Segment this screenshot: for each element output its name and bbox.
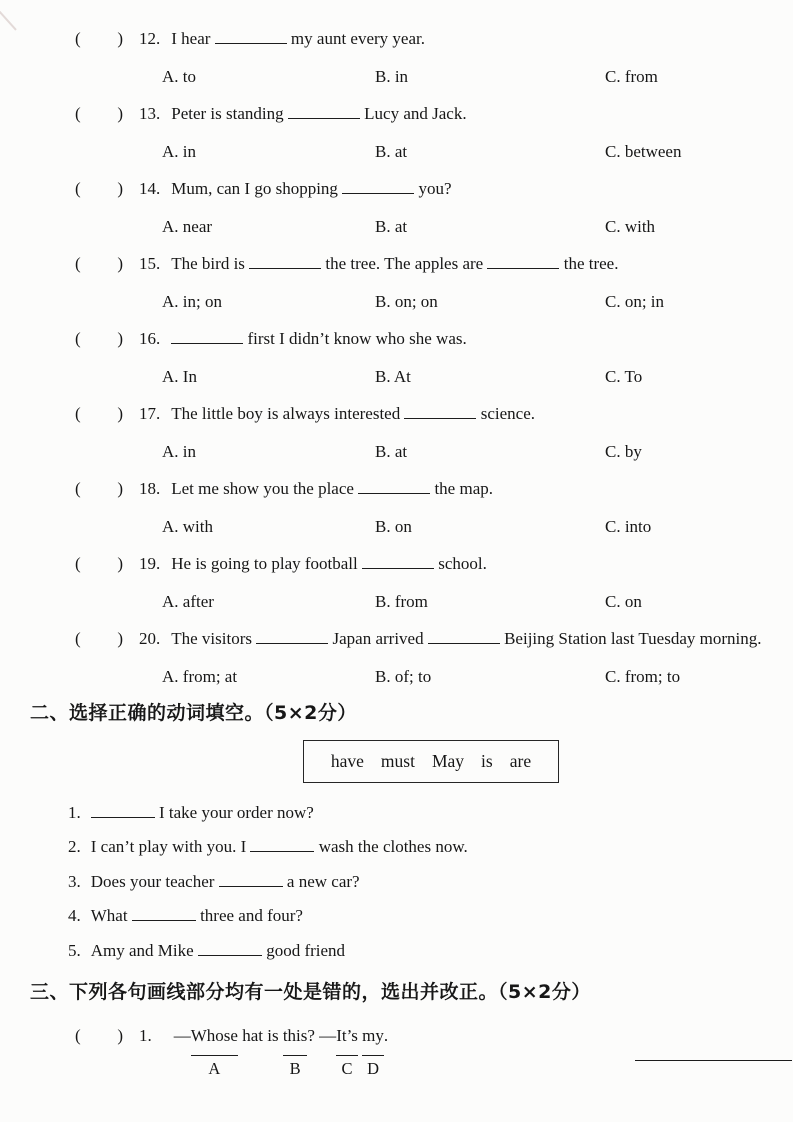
option-label: A. In	[162, 366, 197, 386]
paren-close: )	[117, 254, 123, 273]
question-stem: I hear my aunt every year.	[171, 29, 425, 48]
options-row	[0, 358, 793, 396]
underlined-word: Whose A	[191, 1017, 238, 1056]
paren-close: )	[117, 404, 123, 423]
question-block	[0, 170, 793, 245]
question-stem: What three and four?	[90, 906, 303, 926]
question-number: 5.	[68, 940, 81, 960]
answer-blank	[249, 254, 321, 269]
option-label: C. into	[605, 516, 652, 536]
paren-open: (	[75, 254, 81, 273]
paren-close: )	[117, 1026, 123, 1046]
paren-close: )	[117, 554, 123, 573]
underlined-word: my D	[362, 1017, 384, 1056]
option-label: C. from; to	[605, 666, 681, 686]
options-row	[0, 583, 793, 621]
option-label: B. at	[375, 216, 408, 236]
question-number: 1.	[139, 1026, 152, 1046]
option-label: A. with	[162, 516, 213, 536]
word-bank-word: are	[509, 751, 532, 771]
paren-close: )	[117, 629, 123, 648]
question-stem: I take your order now?	[91, 803, 314, 822]
question-line	[0, 320, 793, 358]
answer-blank	[132, 906, 196, 921]
word-bank-word: have	[330, 751, 364, 771]
question-number: 1.	[68, 803, 81, 822]
question-block	[0, 245, 793, 320]
answer-blank	[171, 329, 243, 344]
options-row	[0, 58, 793, 96]
question-stem: Peter is standing Lucy and Jack.	[171, 104, 467, 123]
answer-bracket	[75, 95, 123, 133]
word-bank-box	[303, 740, 559, 783]
question-stem: He is going to play football school.	[171, 554, 487, 573]
question-number: 20.	[139, 629, 161, 648]
question-number: 3.	[68, 871, 81, 891]
section3-heading: 三、下列各句画线部分均有一处是错的，选出并改正。（5×2分）	[30, 981, 591, 1004]
option-label: A. to	[162, 66, 196, 86]
option-label: C. on	[605, 591, 642, 611]
option-label: B. in	[375, 66, 409, 86]
fill-in-item	[0, 830, 793, 864]
answer-bracket	[75, 470, 123, 508]
paren-close: )	[117, 479, 123, 498]
error-correction-sentence: —Whose A hat is this B ? —It’s C my D .	[174, 1026, 388, 1045]
choice-letter: D	[367, 1059, 379, 1079]
paren-open: (	[75, 29, 81, 48]
paren-open: (	[75, 629, 81, 648]
word-bank-word: must	[380, 751, 415, 771]
question-line	[0, 545, 793, 583]
question-line	[0, 395, 793, 433]
answer-bracket	[75, 1017, 123, 1054]
question-stem: first I didn’t know who she was.	[171, 320, 765, 358]
paren-open: (	[75, 554, 81, 573]
question-stem: The bird is the tree. The apples are the tree.	[171, 254, 619, 273]
question-block	[0, 320, 793, 395]
options-row	[0, 208, 793, 246]
question-line	[0, 620, 793, 658]
section2-items	[0, 796, 793, 968]
options-row	[0, 133, 793, 171]
paren-open: (	[75, 179, 81, 198]
option-label: B. on	[375, 516, 412, 536]
option-label: C. To	[605, 366, 643, 386]
paren-close: )	[117, 179, 123, 198]
question-line	[0, 95, 793, 133]
question-block	[0, 20, 793, 95]
option-label: A. in	[162, 441, 196, 461]
option-label: C. between	[605, 141, 682, 161]
question-number: 2.	[68, 837, 81, 857]
answer-blank	[342, 179, 414, 194]
question-stem: Let me show you the place the map.	[171, 479, 493, 498]
option-label: B. at	[375, 141, 408, 161]
option-label: A. near	[162, 216, 213, 236]
options-row	[0, 508, 793, 546]
answer-blank	[215, 29, 287, 44]
fill-in-item	[0, 796, 793, 830]
option-label: B. at	[375, 441, 408, 461]
answer-blank	[487, 254, 559, 269]
question-line	[0, 470, 793, 508]
answer-blank	[91, 803, 155, 818]
fill-in-item	[0, 865, 793, 899]
question-block	[0, 620, 793, 695]
paren-close: )	[117, 29, 123, 48]
answer-bracket	[75, 20, 123, 58]
question-stem: Mum, can I go shopping you?	[171, 179, 452, 198]
answer-blank	[198, 940, 262, 955]
options-row	[0, 433, 793, 471]
answer-bracket	[75, 620, 123, 658]
answer-blank	[288, 104, 360, 119]
option-label: B. At	[375, 366, 411, 386]
paren-close: )	[117, 329, 123, 348]
paren-open: (	[75, 404, 81, 423]
question-block	[0, 95, 793, 170]
paren-open: (	[75, 479, 81, 498]
answer-blank	[428, 629, 500, 644]
question-stem: Does your teacher a new car?	[90, 871, 360, 891]
option-label: A. after	[162, 591, 214, 611]
choice-letter: B	[289, 1059, 301, 1079]
answer-blank	[250, 837, 314, 852]
question-line	[0, 245, 793, 283]
question-number: 18.	[139, 479, 161, 498]
paren-open: (	[75, 329, 81, 348]
question-line	[0, 20, 793, 58]
answer-bracket	[75, 245, 123, 283]
correction-answer-line	[635, 1060, 792, 1061]
option-label: C. with	[605, 216, 656, 236]
choice-letter: A	[208, 1059, 221, 1079]
question-block	[0, 545, 793, 620]
question-number: 4.	[68, 906, 81, 926]
question-block	[0, 470, 793, 545]
fill-in-item	[0, 934, 793, 968]
question-stem: The little boy is always interested science.	[171, 404, 535, 423]
question-stem: I can’t play with you. I wash the clothes now.	[90, 837, 468, 857]
question-number: 17.	[139, 404, 161, 423]
question-stem: The visitors Japan arrived Beijing Station last Tuesday morning.	[171, 629, 762, 648]
question-number: 12.	[139, 29, 161, 48]
answer-blank	[358, 479, 430, 494]
answer-bracket	[75, 395, 123, 433]
answer-bracket	[75, 170, 123, 208]
option-label: A. in	[162, 141, 196, 161]
section2-heading: 二、选择正确的动词填空。（5×2分）	[30, 702, 357, 724]
question-number: 16.	[139, 329, 161, 348]
answer-blank	[219, 872, 283, 887]
word-bank-word: is	[481, 751, 493, 771]
choice-letter: C	[341, 1059, 353, 1079]
answer-bracket	[75, 545, 123, 583]
question-number: 15.	[139, 254, 161, 273]
question-number: 14.	[139, 179, 161, 198]
answer-blank	[256, 629, 328, 644]
paren-open: (	[75, 104, 81, 123]
option-label: C. on; in	[605, 291, 665, 311]
option-label: A. in; on	[162, 291, 222, 311]
option-label: B. on; on	[375, 291, 438, 311]
answer-bracket	[75, 320, 123, 358]
answer-blank	[362, 554, 434, 569]
options-row	[0, 658, 793, 696]
mcq-section	[0, 20, 793, 695]
question-block	[0, 395, 793, 470]
error-correction-question	[0, 1017, 793, 1098]
fill-in-item	[0, 899, 793, 933]
question-number: 13.	[139, 104, 161, 123]
options-row	[0, 283, 793, 321]
option-label: C. from	[605, 66, 658, 86]
question-stem: Amy and Mike good friend	[90, 940, 346, 960]
underlined-word: It’s C	[336, 1017, 358, 1056]
option-label: A. from; at	[162, 666, 238, 686]
question-line	[0, 170, 793, 208]
answer-blank	[404, 404, 476, 419]
option-label: B. from	[375, 591, 428, 611]
option-label: B. of; to	[375, 666, 432, 686]
paren-close: )	[117, 104, 123, 123]
option-label: C. by	[605, 441, 642, 461]
paren-open: (	[75, 1026, 81, 1046]
question-number: 19.	[139, 554, 161, 573]
word-bank-word: May	[431, 751, 465, 771]
underlined-word: this B	[283, 1017, 308, 1056]
